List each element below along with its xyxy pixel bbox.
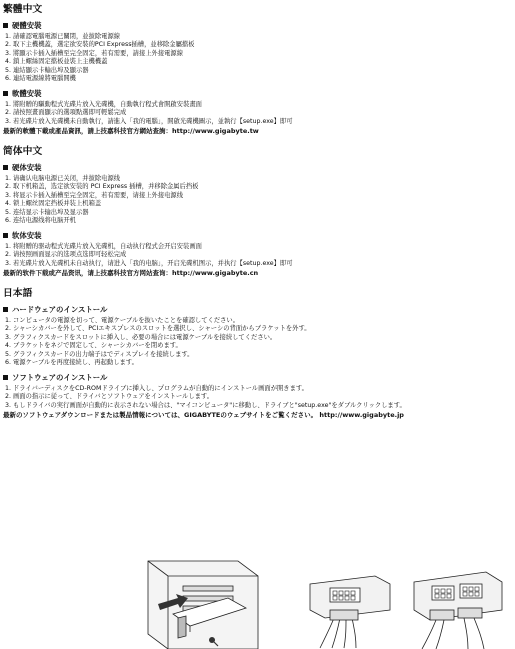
hardware-heading [3,163,512,173]
heading-label: 软体安装 [12,230,42,240]
square-bullet-icon [3,23,8,28]
sw-step: 3. もしドライバの実行画面が自動的に表示されない場合は、"マイコンピュータ"に移動し、ドライブと"setup.exe"をダブルクリックします。 [5,401,406,409]
heading-label: 軟體安裝 [12,88,42,98]
software-heading [3,231,512,241]
square-bullet-icon [3,307,8,312]
heading-label: ソフトウェアのインストール [12,372,108,382]
installation-illustrations [0,556,515,649]
hw-step: 4. ブラケットをネジで固定して、シャーシカバーを閉めます。 [5,342,182,350]
square-bullet-icon [3,165,8,170]
section-traditional-chinese [3,4,512,136]
website-info: 最新的软件下载或产品资讯，请上技嘉科技官方网站查询：http://www.gigabyte.cn [3,269,259,278]
sw-step: 1. 將附贈的驅動程式光碟片放入光碟機，自動執行程式會開啟安裝畫面 [5,100,202,108]
power-connector-illustration [406,566,506,649]
website-info: 最新的軟體下載或產品資訊，請上技嘉科技官方網站查詢：http://www.gigabyte.tw [3,127,259,136]
hw-step: 2. シャーシカバーを外して、PCIエキスプレスのスロットを選択し、シャーシの背面からブラケットを外す。 [5,325,311,333]
heading-label: ハードウェアのインストール [12,304,108,314]
website-info: 最新のソフトウェアダウンロードまたは製品情報については、GIGABYTEのウェブサイトをご覧ください。 http://www.gigabyte.jp [3,411,404,420]
hardware-heading [3,305,512,315]
sw-step: 2. 画面の指示に従って、ドライバとソフトウェアをインストールします。 [5,393,213,401]
manual-page [3,4,512,430]
sw-step: 3. 若光碟片放入光碟机未自动执行，请进入「我的电脑」，开启光碟机图示，并执行【setup.exe】即可 [5,259,293,267]
square-bullet-icon [3,233,8,238]
hw-step: 6. 连结电源线将电脑开机 [5,217,76,225]
software-heading [3,373,512,383]
hw-step: 6. 連結電源線將電腦開機 [5,75,76,83]
card-insertion-illustration [128,556,268,649]
section-simplified-chinese [3,146,512,278]
hw-step: 4. 鎖上螺絲固定擋板並裝上主機機蓋 [5,58,108,66]
hw-step: 3. 將顯示卡插入插槽至完全固定，若有需要，請接上外接電源線 [5,49,184,57]
hw-step: 2. 取下机箱盖，选定欲安装的 PCI Express 插槽，并移除金属后挡板 [5,183,199,191]
hw-step: 1. コンピュータの電源を切って、電源ケーブルを抜いたことを確認してください。 [5,316,240,324]
software-heading [3,89,512,99]
section-title: 简体中文 [3,145,43,157]
section-title: 日本語 [3,287,33,299]
square-bullet-icon [3,91,8,96]
hw-step: 5. 連結顯示卡輸出埠及顯示器 [5,66,89,74]
power-connector-illustration [300,570,395,649]
square-bullet-icon [3,375,8,380]
hw-step: 1. 請確認電腦電源已關閉，並拔除電源線 [5,32,121,40]
sw-step: 1. 将附赠的驱动程式光碟片放入光碟机，自动执行程式会开启安装画面 [5,242,202,250]
sw-step: 1. ドライバーディスクをCD-ROMドライブに挿入し、プログラムが自動的にインストール画面が開きます。 [5,384,308,392]
sw-step: 2. 請按照畫面顯示的選項點選即可輕鬆完成 [5,109,127,117]
section-title: 繁體中文 [3,4,43,15]
hw-step: 1. 请确认电脑电源已关闭，并拔除电源线 [5,174,121,182]
sw-step: 3. 若光碟片放入光碟機未自動執行，請進入「我的電腦」，開啟光碟機圖示，並執行【setup.exe】即可 [5,117,293,125]
hw-step: 3. グラフィクスカードをスロットに挿入し、必要の場合には電源ケーブルを接続してください。 [5,333,277,341]
hw-step: 2. 取下主機機蓋，選定欲安裝的PCI Express插槽，並移除金屬擋板 [5,41,195,49]
hw-step: 4. 锁上螺丝固定挡板并装上机箱盖 [5,200,102,208]
hw-step: 3. 将显示卡插入插槽至完全固定，若有需要，请接上外接电源线 [5,191,184,199]
hw-step: 5. グラフィクスカードの出力端子はでディスプレイを接続します。 [5,350,194,358]
section-japanese [3,288,512,420]
sw-step: 2. 请按照画面显示的选项点选即可轻松完成 [5,251,127,259]
hw-step: 5. 连结显示卡输出埠及显示器 [5,208,89,216]
hw-step: 6. 電源ケーブルを再度接続し、再起動します。 [5,359,138,367]
heading-label: 硬體安裝 [12,20,42,30]
hardware-heading [3,21,512,31]
heading-label: 硬体安装 [12,162,42,172]
